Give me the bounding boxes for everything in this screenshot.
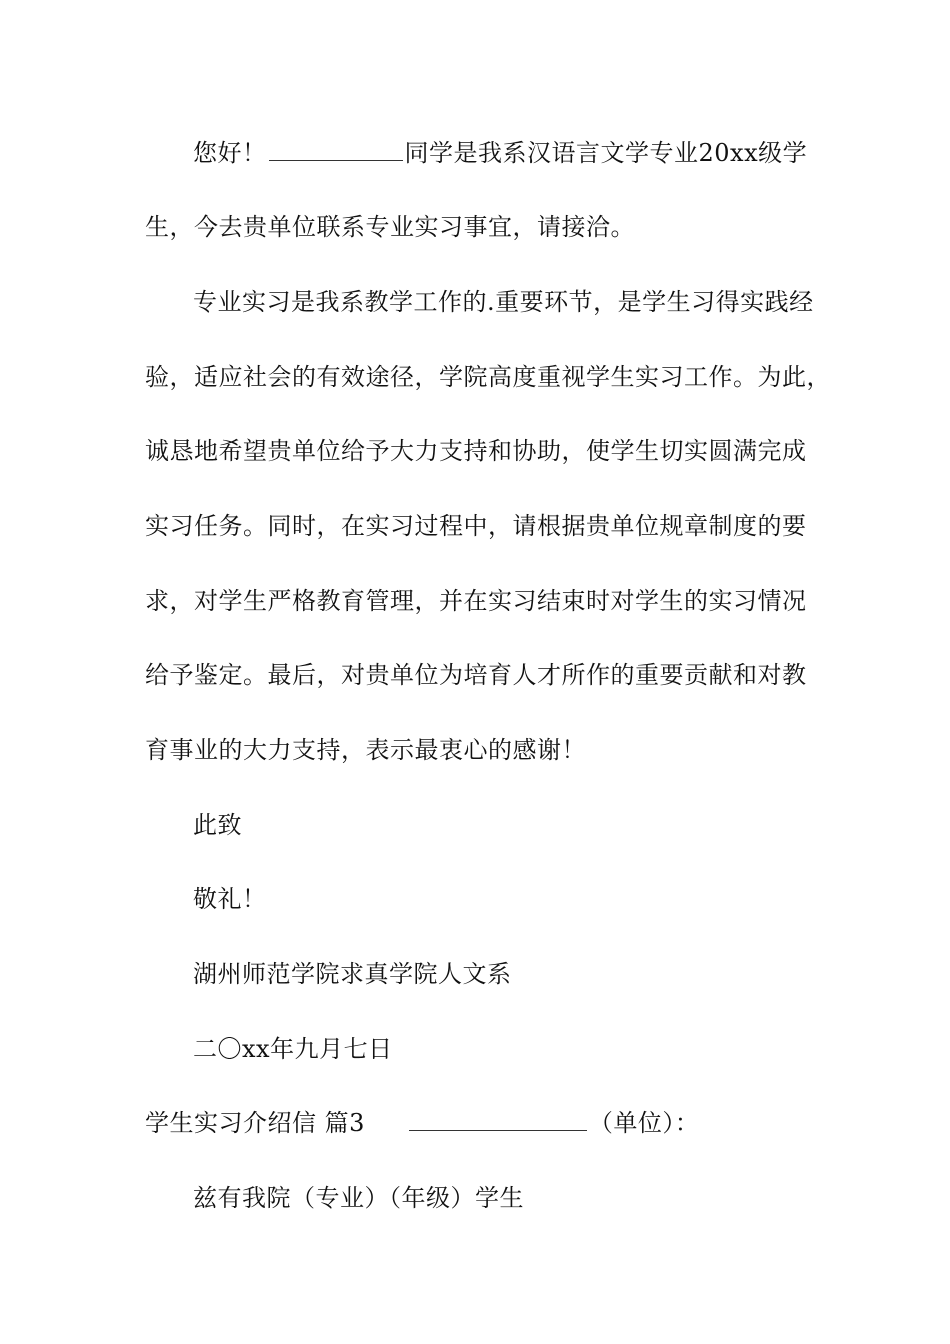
closing-regards: 此致 <box>193 811 242 839</box>
paragraph2-line1: 专业实习是我系教学工作的.重要环节，是学生习得实践经 <box>193 288 814 316</box>
student-name-blank <box>269 138 403 161</box>
signature: 湖州师范学院求真学院人文系 <box>193 960 512 988</box>
unit-suffix: （单位）： <box>588 1109 700 1137</box>
date: 二〇xx年九月七日 <box>193 1035 393 1063</box>
unit-name-blank <box>409 1108 587 1131</box>
paragraph2-line7: 育事业的大力支持，表示最衷心的感谢！ <box>145 736 586 764</box>
paragraph1-line2: 生，今去贵单位联系专业实习事宜，请接洽。 <box>145 213 635 241</box>
paragraph2-line5: 求，对学生严格教育管理，并在实习结束时对学生的实习情况 <box>145 587 807 615</box>
paragraph2-line6: 给予鉴定。最后，对贵单位为培育人才所作的重要贡献和对教 <box>145 661 807 689</box>
paragraph2-line2: 验，适应社会的有效途径，学院高度重视学生实习工作。为此， <box>145 363 831 391</box>
paragraph2-line3: 诚恳地希望贵单位给予大力支持和协助，使学生切实圆满完成 <box>145 437 807 465</box>
greeting: 您好！ <box>193 139 267 167</box>
closing-salute: 敬礼！ <box>193 885 267 913</box>
section3-body-line: 兹有我院（专业）（年级）学生 <box>193 1184 524 1212</box>
section3-heading-line <box>145 1108 699 1138</box>
paragraph1-line1 <box>193 138 807 168</box>
section3-title: 学生实习介绍信 篇3 <box>145 1109 365 1137</box>
paragraph2-line4: 实习任务。同时，在实习过程中，请根据贵单位规章制度的要 <box>145 512 807 540</box>
paragraph1-line1-text: 同学是我系汉语言文学专业20xx级学 <box>404 139 808 167</box>
